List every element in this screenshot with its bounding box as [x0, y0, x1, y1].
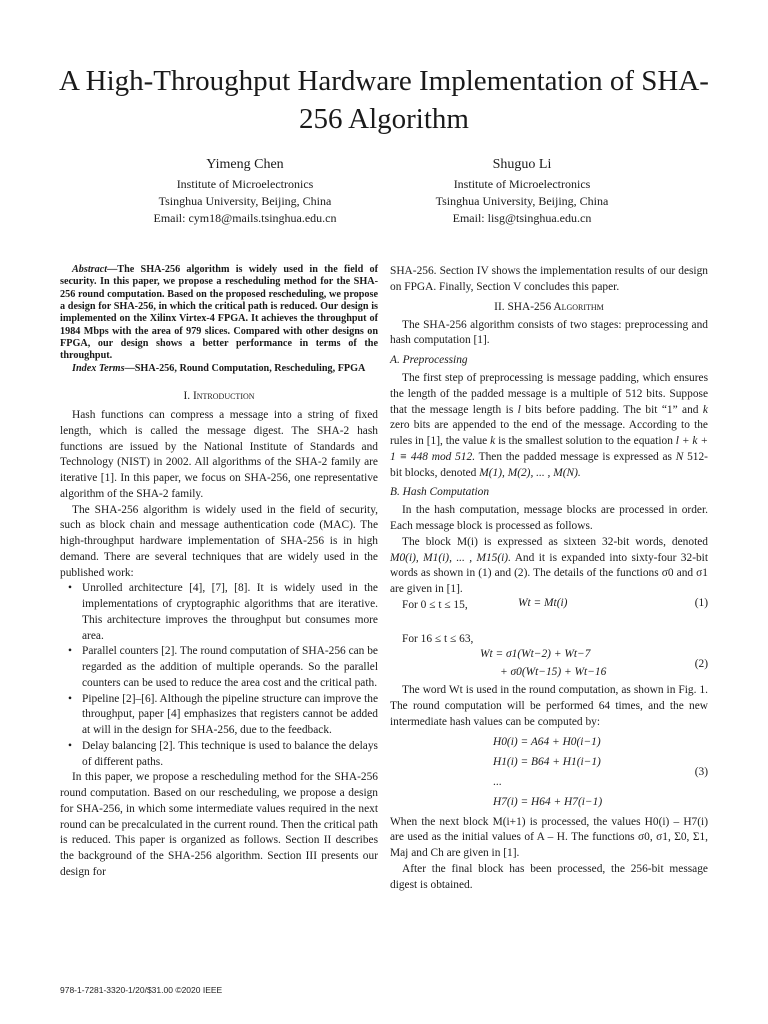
equation-3-line-2: H1(i) = B64 + H1(i−1) [493, 755, 601, 768]
intro-paragraph-3: In this paper, we propose a rescheduling method for the SHA-256 round computation. Based on our rescheduling, we propose a design for SHA-256, in which some intermediate values required in the next round can be precalculated in the current round. Then the critical path is reduced. This paper is organized as follows. Section II describes the background of the SHA-256 algorithm. Section III presents our design for [60, 771, 378, 878]
equation-2-line-1: Wt = σ1(Wt−2) + Wt−7 [480, 648, 591, 661]
abstract-label: Abstract [72, 264, 108, 275]
right-column [390, 264, 708, 893]
abstract-text: The SHA-256 algorithm is widely used in the field of security. In this paper, we propose a rescheduling method for the SHA-256 round computation. Based on the proposed rescheduling, we propose a design for SHA-256, in which the critical path is reduced. Our design is implemented on the Xilinx Virtex-4 FPGA. It achieves the throughput of 1984 Mbps with the area of 979 slices. Compared with other designs on FPGA, our design shows a better performance in terms of the throughput. [60, 264, 378, 362]
author-affiliation: Institute of Microelectronics [176, 177, 314, 191]
copyright-footer: 978-1-7281-3320-1/20/$31.00 ©2020 IEEE [60, 985, 223, 995]
left-column [60, 264, 378, 881]
author-name: Shuguo Li [492, 157, 552, 172]
equation-1-number: (1) [694, 596, 708, 609]
sec2-paragraph-1: The SHA-256 algorithm consists of two stages: preprocessing and hash computation [1]. [390, 318, 708, 347]
author-block-1 [95, 155, 395, 227]
author-university: Tsinghua University, Beijing, China [158, 194, 332, 208]
intro-paragraph-2: The SHA-256 algorithm is widely used in the field of security, such as block chain and message authentication code (MAC). The high-throughput hardware implementation of SHA-256 is in high demand. There are several techniques that are widely used in the published work: [60, 503, 378, 579]
preprocessing-paragraph: The first step of preprocessing is message padding, which ensures the length of the padded message is a multiple of 512 bits. Suppose that the message length is l bits before padding. The bit “1” and k zero bits are appended to the end of the message. According to the rules in [1], the value k is the smallest solution to the equation l + k + 1 ≡ 448 mod 512. Then the padded message is expressed as N 512-bit blocks, denoted M(1), M(2), ... , M(N). [390, 372, 709, 479]
section-heading-introduction: I. Introduction [183, 390, 255, 403]
abstract: Abstract—The SHA-256 algorithm is widely used in the field of security. In this paper, we propose a rescheduling method for the SHA-256 round computation. Based on the proposed rescheduling, we propose a design for SHA-256, in which the critical path is reduced. Our design is implemented on the Xilinx Virtex-4 FPGA. It achieves the throughput of 1984 Mbps with the area of 979 slices. Compared with other designs on FPGA, our design shows a better performance in terms of the throughput. [60, 264, 378, 362]
index-terms: Index Terms—SHA-256, Round Computation, Rescheduling, FPGA [72, 362, 366, 374]
equation-3-ellipsis: ... [493, 775, 502, 788]
intro-paragraph-3-continued: SHA-256. Section IV shows the implementation results of our design on FPGA. Finally, Section V concludes this paper. [390, 265, 708, 293]
author-affiliation: Institute of Microelectronics [453, 177, 591, 191]
paper-title: A High-Throughput Hardware Implementation of SHA-256 Algorithm [59, 65, 709, 135]
hash-paragraph-1: In the hash computation, message blocks are processed in order. Each message block is processed as follows. [390, 504, 708, 532]
technique-list [60, 581, 378, 770]
equation-3-number: (3) [694, 765, 708, 778]
hash-paragraph-4: When the next block M(i+1) is processed, the values H0(i) – H7(i) are used as the initial values of A – H. The functions σ0, σ1, Σ0, Σ1, Maj and Ch are given in [1]. [390, 815, 708, 859]
equation-1-body: Wt = Mt(i) [518, 596, 568, 609]
author-university: Tsinghua University, Beijing, China [435, 194, 609, 208]
equation-2-number: (2) [694, 658, 708, 671]
subsection-heading-preprocessing: A. Preprocessing [390, 354, 468, 366]
hash-paragraph-2: The block M(i) is expressed as sixteen 32-bit words, denoted M0(i), M1(i), ... , M15(i). And it is expanded into sixty-four 32-bit words as shown in (1) and (2). The details of the functions σ0 and σ1 are given in [1]. [390, 535, 709, 595]
equation-3-line-1: H0(i) = A64 + H0(i−1) [493, 735, 601, 748]
index-terms-label: Index Terms [72, 362, 125, 374]
section-heading-sha256: II. SHA-256 Algorithm [494, 300, 604, 313]
list-item: • Unrolled architecture [4], [7], [8]. It is widely used in the implementations of cryptographic algorithms that are iterative. This architecture improves the throughput but consumes more area. [60, 581, 378, 644]
list-item: • Pipeline [2]–[6]. Although the pipeline structure can improve the throughput, paper [4] emphasizes that registers cannot be added at will in the design for SHA-256, due to the feedback. [60, 692, 378, 739]
index-terms-text: SHA-256, Round Computation, Rescheduling, FPGA [134, 362, 366, 374]
equation-3 [390, 735, 708, 815]
author-name: Yimeng Chen [206, 157, 284, 172]
equation-3-line-4: H7(i) = H64 + H7(i−1) [493, 795, 603, 808]
for-clause-1: For 0 ≤ t ≤ 15, [402, 598, 468, 611]
list-item: • Parallel counters [2]. The round computation of SHA-256 can be regarded as the addition of multiple operands. So the parallel counters can be used to reduce the area cost and the critical path. [60, 644, 378, 691]
hash-paragraph-5: After the final block has been processed, the 256-bit message digest is obtained. [390, 862, 708, 891]
equation-2 [390, 647, 708, 683]
equation-2-line-2: + σ0(Wt−15) + Wt−16 [500, 666, 607, 679]
list-item: • Delay balancing [2]. This technique is used to balance the delays of different paths. [60, 739, 378, 771]
intro-paragraph-1: Hash functions can compress a message into a string of fixed length, which is called the message digest. The SHA-2 hash functions are issued by the National Institute of Standards and Technology (NIST) in 2002. All algorithms of the SHA-2 family are iterative [1]. In this paper, we focus on SHA-256, one representative algorithm of the SHA-2 family. [60, 409, 378, 500]
author-block-2 [372, 155, 672, 227]
author-email: Email: lisg@tsinghua.edu.cn [452, 211, 592, 225]
hash-paragraph-3: The word Wt is used in the round computation, as shown in Fig. 1. The round computation will be performed 64 times, and the new intermediate hash values can be computed by: [390, 684, 708, 728]
author-email: Email: cym18@mails.tsinghua.edu.cn [153, 211, 337, 225]
for-clause-2: For 16 ≤ t ≤ 63, [402, 632, 474, 645]
subsection-heading-hash-computation: B. Hash Computation [390, 486, 490, 499]
